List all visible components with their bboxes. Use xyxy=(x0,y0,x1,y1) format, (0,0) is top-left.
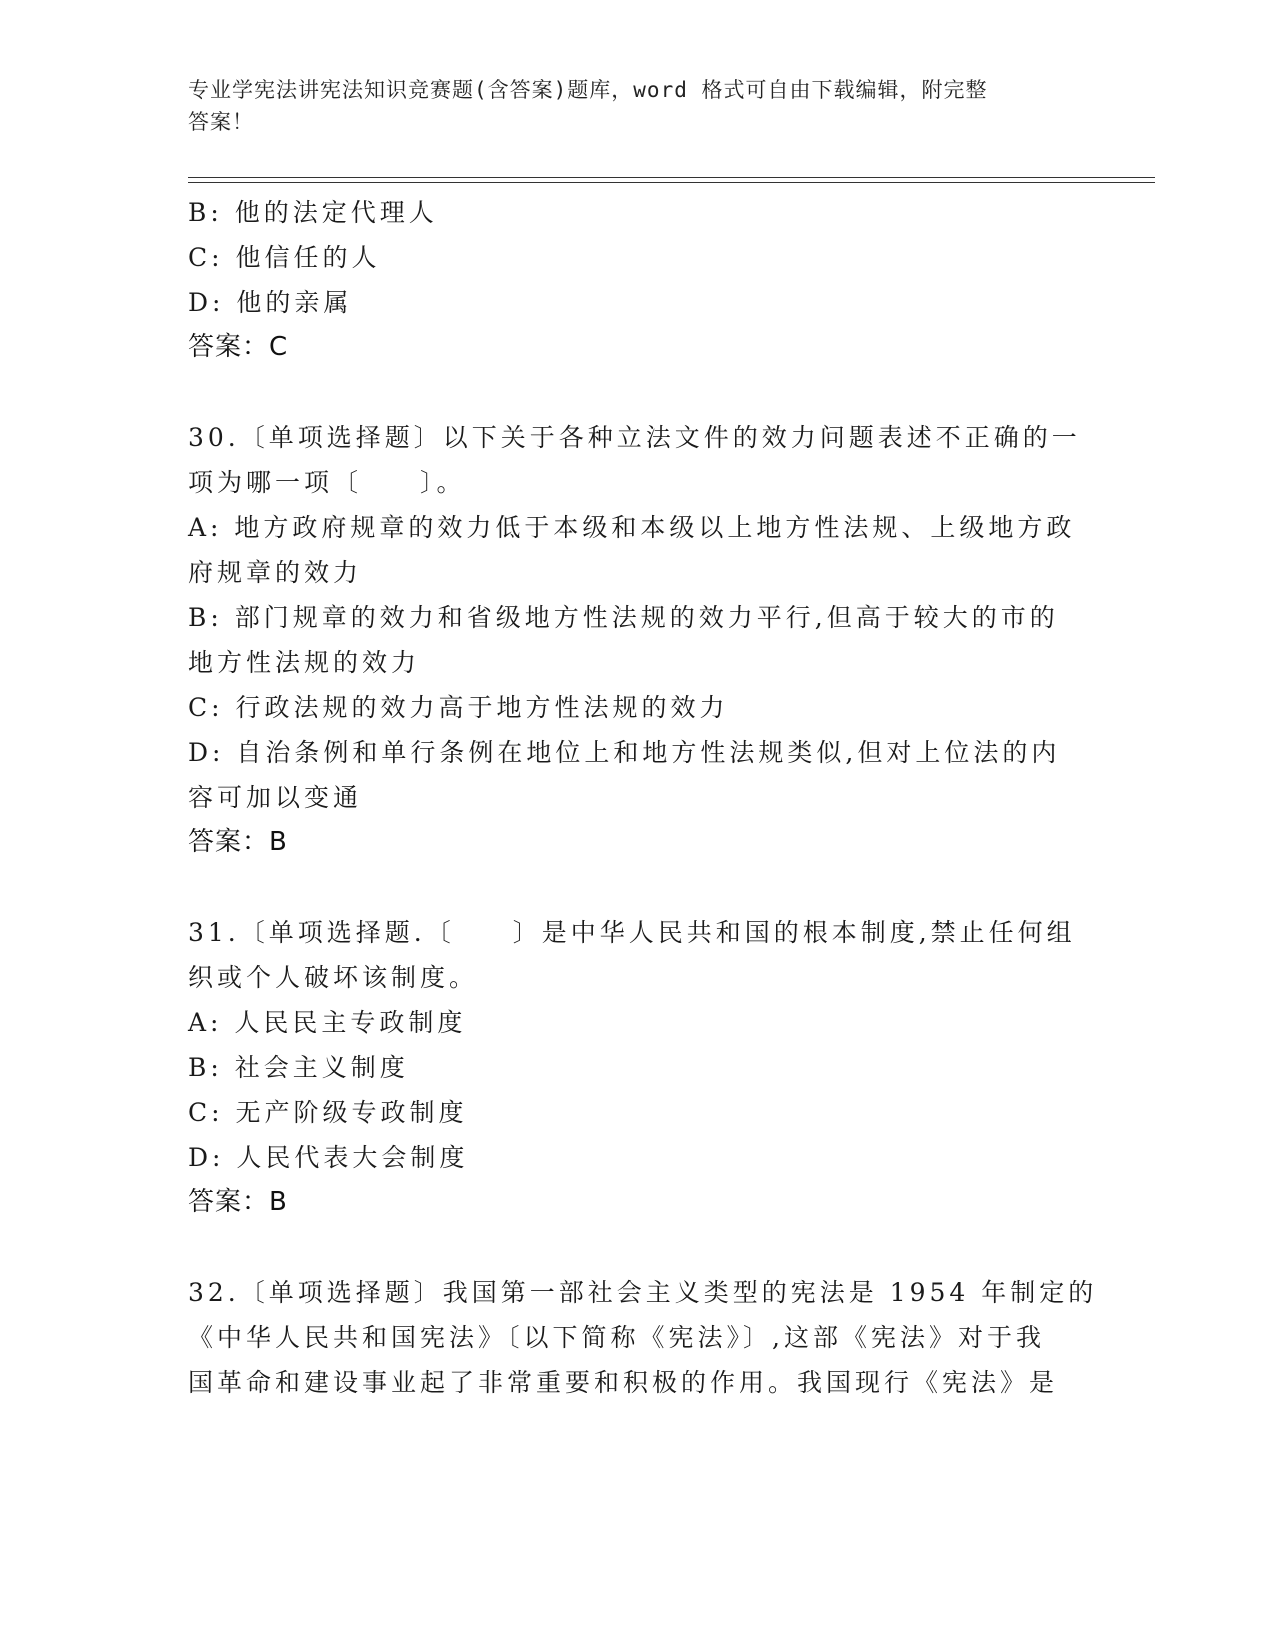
question-29 xyxy=(188,190,1068,370)
option-c: C: 他信任的人 xyxy=(188,243,381,272)
spacer xyxy=(188,865,1068,910)
option-a: A: 地方政府规章的效力低于本级和本级以上地方性法规、上级地方政 xyxy=(188,513,1076,542)
header-line-1: 专业学宪法讲宪法知识竞赛题(含答案)题库，word 格式可自由下载编辑，附完整 xyxy=(188,78,988,102)
question-30 xyxy=(188,415,1081,865)
option-a: A: 人民民主专政制度 xyxy=(188,1008,467,1037)
option-b: B: 部门规章的效力和省级地方性法规的效力平行,但高于较大的市的 xyxy=(188,603,1059,632)
question-32 xyxy=(188,1270,1098,1405)
option-c: C: 无产阶级专政制度 xyxy=(188,1098,468,1127)
answer: 答案：B xyxy=(188,827,288,857)
document-header xyxy=(188,74,1068,138)
spacer xyxy=(188,370,1068,415)
question-stem: 《中华人民共和国宪法》〔以下简称《宪法》〕,这部《宪法》对于我 xyxy=(188,1323,1045,1352)
question-stem: 国革命和建设事业起了非常重要和积极的作用。我国现行《宪法》是 xyxy=(188,1368,1059,1397)
question-31 xyxy=(188,910,1076,1225)
option-b-cont: 地方性法规的效力 xyxy=(188,648,421,677)
header-rule-top xyxy=(188,177,1155,178)
header-line-2: 答案！ xyxy=(188,110,254,134)
option-a-cont: 府规章的效力 xyxy=(188,558,363,587)
question-stem: 30.〔单项选择题〕以下关于各种立法文件的效力问题表述不正确的一 xyxy=(188,423,1081,452)
question-stem: 31.〔单项选择题.〔 〕是中华人民共和国的根本制度,禁止任何组 xyxy=(188,918,1076,947)
option-d-cont: 容可加以变通 xyxy=(188,783,363,812)
question-stem: 织或个人破坏该制度。 xyxy=(188,963,479,992)
option-d: D: 自治条例和单行条例在地位上和地方性法规类似,但对上位法的内 xyxy=(188,738,1061,767)
spacer xyxy=(188,1225,1068,1270)
option-d: D: 他的亲属 xyxy=(188,288,353,317)
option-d: D: 人民代表大会制度 xyxy=(188,1143,469,1172)
question-stem: 项为哪一项〔 〕。 xyxy=(188,468,466,497)
answer: 答案：C xyxy=(188,332,289,362)
question-list xyxy=(188,190,1098,1405)
option-b: B: 社会主义制度 xyxy=(188,1053,409,1082)
header-rule-bottom xyxy=(188,182,1155,183)
question-stem: 32.〔单项选择题〕我国第一部社会主义类型的宪法是 1954 年制定的 xyxy=(188,1278,1098,1307)
option-c: C: 行政法规的效力高于地方性法规的效力 xyxy=(188,693,729,722)
answer: 答案：B xyxy=(188,1187,288,1217)
option-b: B: 他的法定代理人 xyxy=(188,198,438,227)
